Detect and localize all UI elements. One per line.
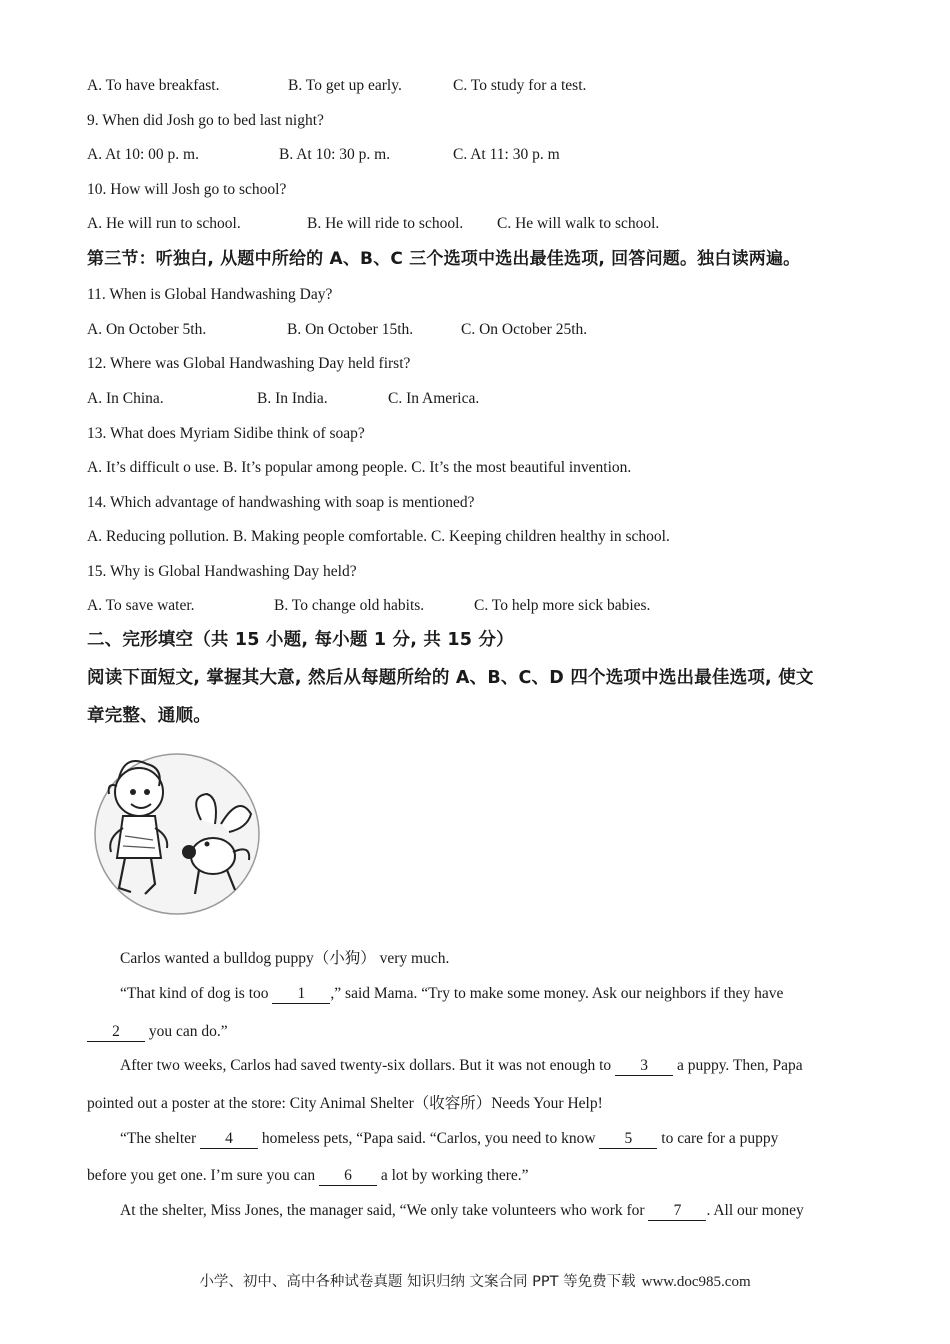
q14-question: 14. Which advantage of handwashing with soap is mentioned?	[87, 494, 475, 511]
q12-option-a: A. In China.	[87, 390, 164, 407]
passage-p4-line1	[120, 1129, 778, 1149]
passage-text: After two weeks, Carlos had saved twenty-six dollars. But it was not enough to	[120, 1057, 616, 1074]
passage-text: ,” said Mama. “Try to make some money. Ask our neighbors if they have	[330, 985, 784, 1002]
boy-and-dog-illustration	[89, 748, 261, 916]
passage-p3-line2: pointed out a poster at the store: City Animal Shelter（收容所）Needs Your Help!	[87, 1095, 603, 1112]
passage-p5-line1	[120, 1201, 804, 1221]
passage-text: . All our money	[706, 1202, 804, 1219]
q12-option-c: C. In America.	[388, 390, 480, 407]
q11-question: 11. When is Global Handwashing Day?	[87, 286, 333, 303]
q10-option-c: C. He will walk to school.	[497, 215, 660, 232]
cloze-blank-4: 4	[200, 1130, 258, 1149]
q13-question: 13. What does Myriam Sidibe think of soap?	[87, 425, 365, 442]
cloze-blank-3: 3	[615, 1057, 673, 1076]
footer-text: 小学、初中、高中各种试卷真题 知识归纳 文案合同 PPT 等免费下载	[199, 1274, 636, 1290]
q15-option-c: C. To help more sick babies.	[474, 597, 651, 614]
cloze-blank-5: 5	[599, 1130, 657, 1149]
q10-question: 10. How will Josh go to school?	[87, 181, 287, 198]
q15-question: 15. Why is Global Handwashing Day held?	[87, 563, 357, 580]
q8-option-a: A. To have breakfast.	[87, 77, 220, 94]
q9-option-c: C. At 11: 30 p. m	[453, 146, 560, 163]
page-footer	[0, 1270, 950, 1291]
footer-url[interactable]: www.doc985.com	[641, 1274, 751, 1290]
q11-option-b: B. On October 15th.	[287, 321, 414, 338]
q12-question: 12. Where was Global Handwashing Day held first?	[87, 355, 411, 372]
passage-text: to care for a puppy	[657, 1130, 779, 1147]
q11-option-c: C. On October 25th.	[461, 321, 588, 338]
section3-heading: 第三节：听独白, 从题中所给的 A、B、C 三个选项中选出最佳选项, 回答问题。独白读两遍。	[87, 249, 801, 269]
passage-p2-line2	[87, 1022, 228, 1042]
passage-text: homeless pets, “Papa said. “Carlos, you need to know	[258, 1130, 600, 1147]
q14-options: A. Reducing pollution. B. Making people comfortable. C. Keeping children healthy in school.	[87, 528, 670, 545]
passage-text: before you get one. I’m sure you can	[87, 1167, 319, 1184]
q15-option-a: A. To save water.	[87, 597, 195, 614]
cloze-blank-6: 6	[319, 1167, 377, 1186]
passage-text: a puppy. Then, Papa	[673, 1057, 803, 1074]
passage-text: “That kind of dog is too	[120, 985, 273, 1002]
passage-text: you can do.”	[145, 1023, 228, 1040]
cloze-blank-7: 7	[648, 1202, 706, 1221]
q12-option-b: B. In India.	[257, 390, 328, 407]
part2-instruction-line2: 章完整、通顺。	[87, 706, 211, 726]
q8-option-c: C. To study for a test.	[453, 77, 587, 94]
passage-text: “The shelter	[120, 1130, 201, 1147]
passage-p3-line1	[120, 1056, 803, 1076]
q9-question: 9. When did Josh go to bed last night?	[87, 112, 324, 129]
q11-option-a: A. On October 5th.	[87, 321, 207, 338]
part2-heading: 二、完形填空（共 15 小题, 每小题 1 分, 共 15 分）	[87, 630, 514, 650]
cloze-blank-1: 1	[272, 985, 330, 1004]
q10-option-b: B. He will ride to school.	[307, 215, 464, 232]
passage-p4-line2	[87, 1166, 529, 1186]
passage-p1: Carlos wanted a bulldog puppy（小狗） very much.	[120, 950, 450, 967]
q13-options: A. It’s difficult o use. B. It’s popular among people. C. It’s the most beautiful invention.	[87, 459, 632, 476]
passage-text: At the shelter, Miss Jones, the manager said, “We only take volunteers who work for	[120, 1202, 649, 1219]
q9-option-a: A. At 10: 00 p. m.	[87, 146, 199, 163]
q15-option-b: B. To change old habits.	[274, 597, 425, 614]
q10-option-a: A. He will run to school.	[87, 215, 241, 232]
q8-option-b: B. To get up early.	[288, 77, 402, 94]
passage-text: a lot by working there.”	[377, 1167, 529, 1184]
q9-option-b: B. At 10: 30 p. m.	[279, 146, 391, 163]
cloze-blank-2: 2	[87, 1023, 145, 1042]
part2-instruction-line1: 阅读下面短文, 掌握其大意, 然后从每题所给的 A、B、C、D 四个选项中选出最佳选项, 使文	[87, 668, 814, 688]
passage-p2-line1	[120, 984, 783, 1004]
